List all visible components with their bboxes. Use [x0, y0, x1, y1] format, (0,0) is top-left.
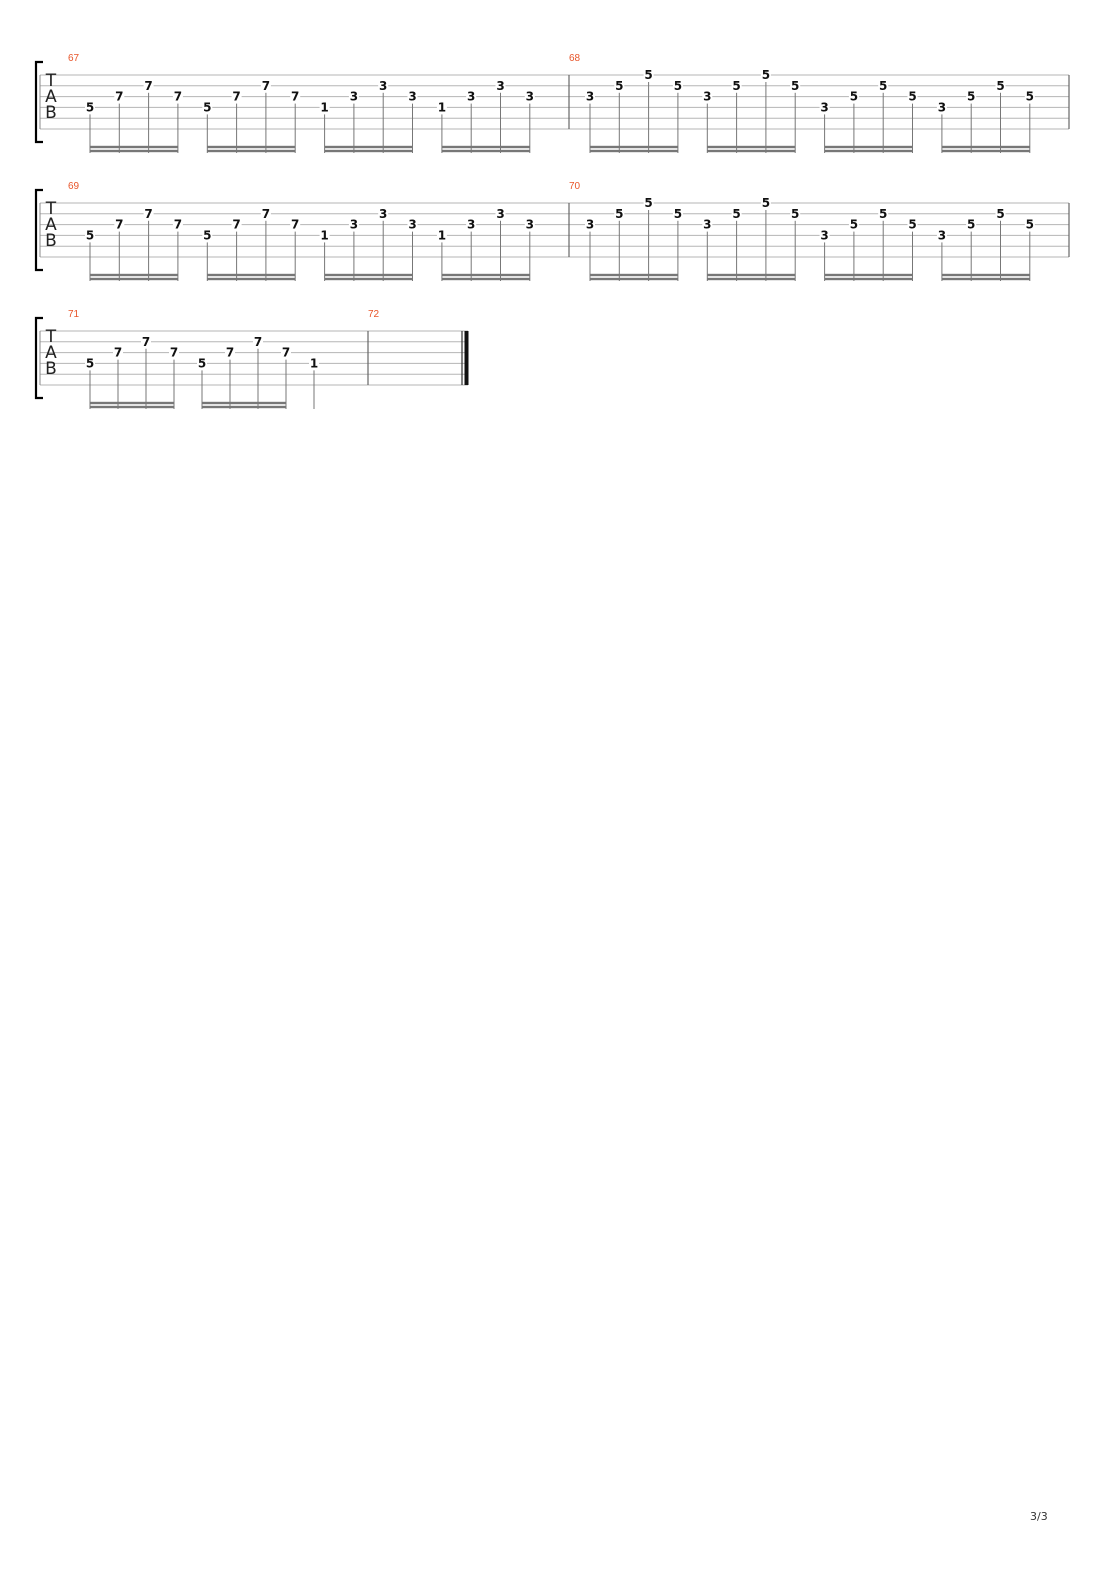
beam — [590, 278, 678, 280]
beam — [942, 274, 1030, 276]
beam — [90, 406, 174, 408]
beam — [202, 406, 286, 408]
fret-number: 5 — [849, 89, 859, 104]
fret-number: 5 — [673, 78, 683, 93]
fret-number: 3 — [703, 89, 712, 104]
fret-number: 3 — [349, 89, 359, 104]
fret-number: 5 — [879, 78, 888, 93]
beam — [325, 150, 413, 152]
fret-number: 7 — [261, 206, 271, 221]
fret-number: 5 — [644, 196, 653, 210]
measure-number: 72 — [368, 309, 380, 320]
beam — [442, 274, 530, 276]
fret-number: 5 — [996, 78, 1005, 93]
fret-number: 7 — [144, 78, 153, 93]
tab-clef-letter: B — [45, 231, 57, 251]
tab-clef-letter: T — [45, 199, 57, 219]
beam — [90, 146, 178, 148]
fret-number: 5 — [1025, 89, 1034, 104]
beam — [707, 146, 795, 148]
fret-number: 7 — [261, 78, 271, 93]
beam — [207, 150, 295, 152]
fret-number: 5 — [85, 228, 95, 243]
fret-number: 7 — [115, 217, 124, 232]
fret-number: 1 — [320, 100, 329, 115]
fret-number: 7 — [253, 334, 263, 349]
fret-number: 7 — [291, 89, 300, 104]
beam — [825, 146, 913, 148]
tab-clef-letter: A — [45, 343, 57, 363]
fret-number: 3 — [467, 217, 476, 232]
fret-number: 5 — [791, 206, 800, 221]
fret-number: 5 — [673, 206, 683, 221]
fret-number: 1 — [309, 356, 319, 371]
fret-number: 5 — [644, 68, 653, 82]
fret-number: 3 — [585, 217, 595, 232]
fret-number: 5 — [761, 68, 771, 82]
fret-number: 5 — [732, 78, 741, 93]
fret-number: 3 — [525, 217, 534, 232]
fret-number: 5 — [203, 100, 212, 115]
fret-number: 5 — [849, 217, 859, 232]
fret-number: 7 — [144, 206, 153, 221]
fret-number: 3 — [525, 89, 534, 104]
fret-number: 5 — [761, 196, 771, 210]
fret-number: 3 — [820, 100, 829, 115]
fret-number: 5 — [85, 100, 95, 115]
fret-number: 7 — [232, 89, 241, 104]
beam — [442, 146, 530, 148]
fret-number: 3 — [408, 89, 417, 104]
beam — [590, 146, 678, 148]
measure-number: 69 — [68, 181, 80, 192]
fret-number: 5 — [1025, 217, 1034, 232]
fret-number: 1 — [437, 228, 447, 243]
beam — [325, 146, 413, 148]
fret-number: 1 — [320, 228, 329, 243]
fret-number: 5 — [908, 89, 917, 104]
fret-number: 5 — [791, 78, 800, 93]
measure-number: 67 — [68, 53, 80, 64]
fret-number: 1 — [437, 100, 447, 115]
page-number: 3/3 — [1030, 1510, 1048, 1523]
fret-number: 7 — [113, 345, 123, 360]
beam — [325, 278, 413, 280]
fret-number: 3 — [820, 228, 829, 243]
beam — [942, 146, 1030, 148]
beam — [207, 146, 295, 148]
beam — [207, 278, 295, 280]
fret-number: 3 — [703, 217, 712, 232]
tab-clef-letter: T — [45, 327, 57, 347]
fret-number: 7 — [291, 217, 300, 232]
fret-number: 5 — [203, 228, 212, 243]
fret-number: 7 — [173, 217, 183, 232]
measure-number: 68 — [569, 53, 581, 64]
fret-number: 5 — [967, 217, 976, 232]
beam — [942, 278, 1030, 280]
beam — [825, 150, 913, 152]
fret-number: 7 — [173, 89, 183, 104]
fret-number: 5 — [732, 206, 741, 221]
fret-number: 5 — [996, 206, 1005, 221]
beam — [442, 278, 530, 280]
tab-clef-letter: T — [45, 71, 57, 91]
fret-number: 3 — [937, 228, 947, 243]
beam — [825, 274, 913, 276]
beam — [207, 274, 295, 276]
fret-number: 7 — [169, 345, 179, 360]
fret-number: 3 — [585, 89, 595, 104]
beam — [90, 402, 174, 404]
beam — [825, 278, 913, 280]
beam — [90, 274, 178, 276]
beam — [707, 278, 795, 280]
fret-number: 7 — [115, 89, 124, 104]
measure-number: 70 — [569, 181, 581, 192]
beam — [707, 150, 795, 152]
beam — [942, 150, 1030, 152]
fret-number: 3 — [467, 89, 476, 104]
tab-clef-letter: B — [45, 359, 57, 379]
fret-number: 3 — [379, 206, 388, 221]
beam — [590, 150, 678, 152]
fret-number: 5 — [197, 356, 207, 371]
fret-number: 3 — [379, 78, 388, 93]
fret-number: 3 — [408, 217, 417, 232]
fret-number: 7 — [225, 345, 235, 360]
tab-clef-letter: B — [45, 103, 57, 123]
beam — [707, 274, 795, 276]
fret-number: 5 — [615, 78, 624, 93]
fret-number: 5 — [85, 356, 95, 371]
fret-number: 3 — [937, 100, 947, 115]
fret-number: 7 — [232, 217, 241, 232]
beam — [590, 274, 678, 276]
fret-number: 7 — [141, 334, 151, 349]
beam — [90, 150, 178, 152]
measure-number: 71 — [68, 309, 80, 320]
fret-number: 5 — [615, 206, 624, 221]
tab-clef-letter: A — [45, 87, 57, 107]
fret-number: 5 — [908, 217, 917, 232]
fret-number: 5 — [967, 89, 976, 104]
beam — [442, 150, 530, 152]
beam — [202, 402, 286, 404]
tab-clef-letter: A — [45, 215, 57, 235]
beam — [90, 278, 178, 280]
fret-number: 5 — [879, 206, 888, 221]
fret-number: 7 — [281, 345, 291, 360]
fret-number: 3 — [496, 78, 505, 93]
fret-number: 3 — [349, 217, 359, 232]
fret-number: 3 — [496, 206, 505, 221]
beam — [325, 274, 413, 276]
